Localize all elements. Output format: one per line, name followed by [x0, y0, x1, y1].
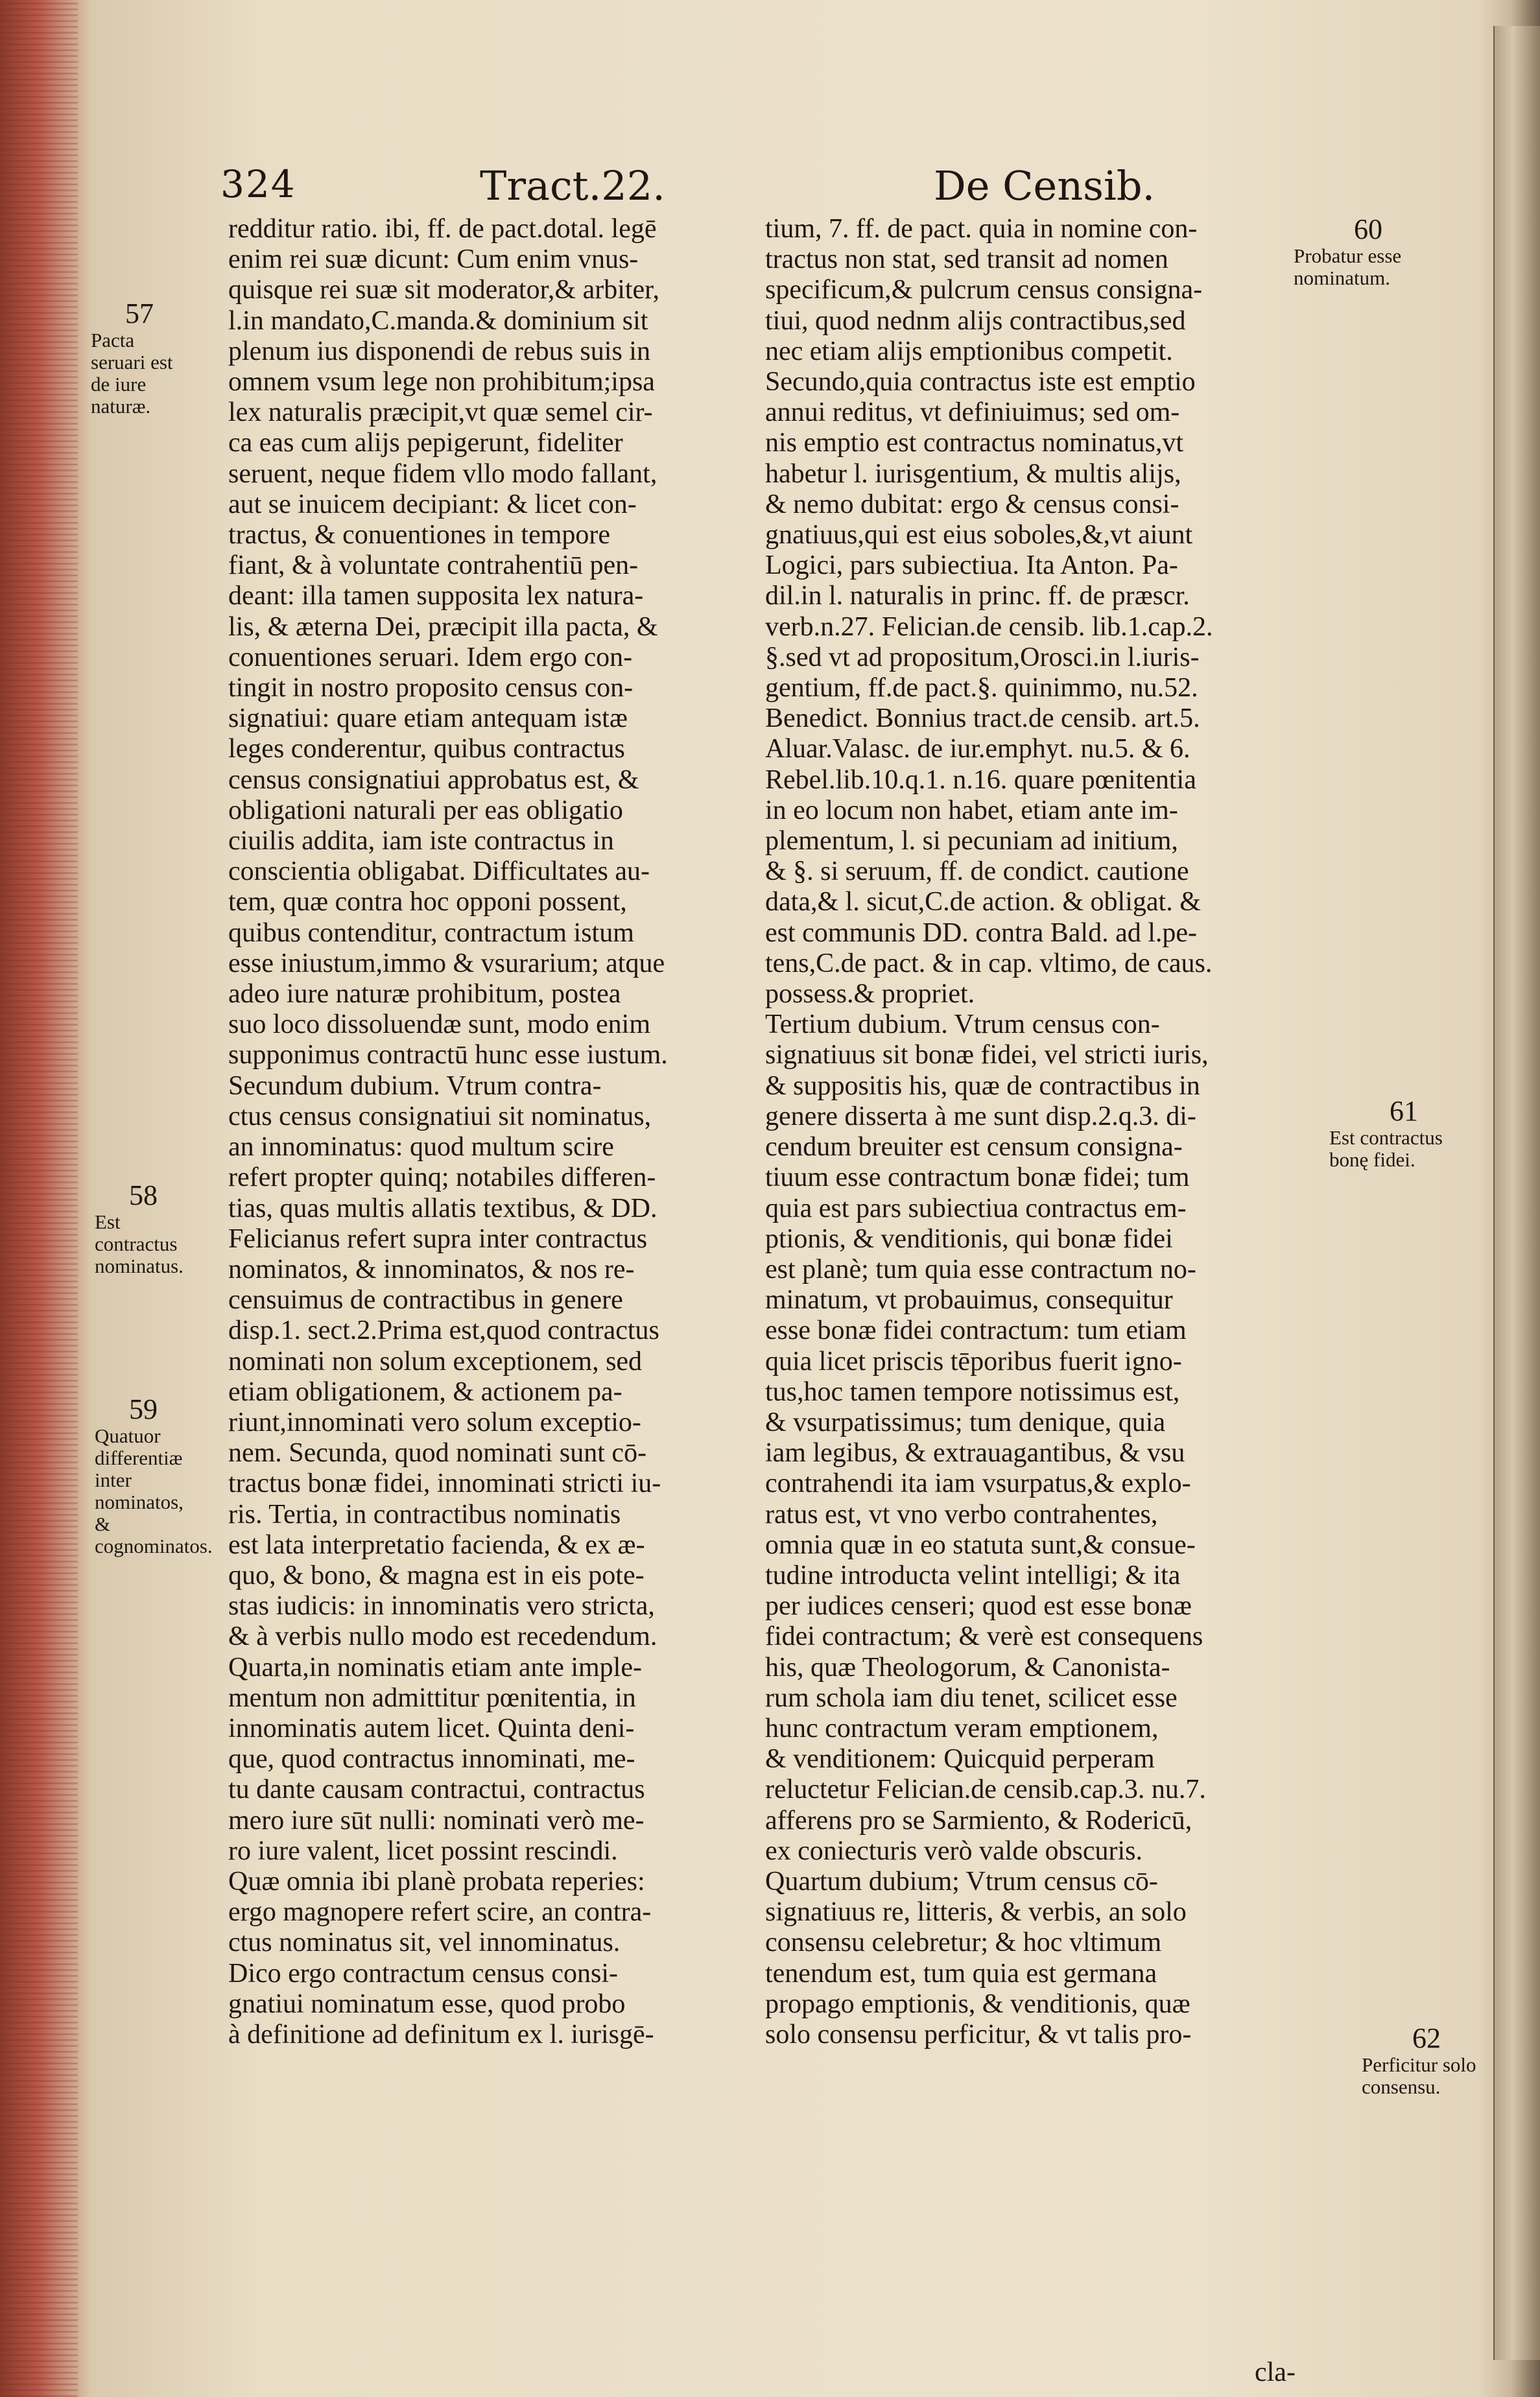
text-line: iam legibus, & extrauagantibus, & vsu	[765, 1438, 1185, 1469]
text-line: ptionis, & venditionis, qui bonæ fidei	[765, 1223, 1173, 1254]
text-line: gnatiuus,qui est eius soboles,&,vt aiunt	[765, 520, 1193, 550]
text-line: esse iniustum,immo & vsurarium; atque	[228, 948, 665, 978]
text-line: lis, & æterna Dei, præcipit illa pacta, &	[228, 611, 658, 642]
text-line: deant: illa tamen supposita lex natura-	[228, 581, 644, 611]
text-line: tias, quas multis allatis textibus, & DD.	[228, 1193, 657, 1223]
text-line: tractus bonæ fidei, innominati stricti iu-	[228, 1469, 661, 1499]
text-line: reluctetur Felician.de censib.cap.3. nu.7.	[765, 1775, 1206, 1805]
text-line: nominatos, & innominatos, & nos re-	[228, 1254, 635, 1284]
margin-note-57	[91, 298, 188, 418]
text-line: seruent, neque fidem vllo modo fallant,	[228, 458, 657, 489]
margin-note-number: 62	[1412, 2022, 1441, 2054]
text-line: tractus non stat, sed transit ad nomen	[765, 244, 1168, 275]
text-line: Aluar.Valasc. de iur.emphyt. nu.5. & 6.	[765, 734, 1191, 764]
text-line: tu dante causam contractui, contractus	[228, 1775, 645, 1805]
margin-note-text: Est contractus bonę fidei.	[1329, 1126, 1443, 1171]
text-line: annui reditus, vt definiuimus; sed om-	[765, 397, 1180, 428]
margin-note-text: Pacta seruari est de iure naturæ.	[91, 329, 173, 418]
text-line: Logici, pars subiectiua. Ita Anton. Pa-	[765, 550, 1178, 581]
margin-note-number: 57	[125, 298, 154, 329]
text-line: & suppositis his, quæ de contractibus in	[765, 1070, 1200, 1101]
text-line: Quarta,in nominatis etiam ante imple-	[228, 1652, 642, 1683]
margin-note-61	[1329, 1096, 1478, 1171]
margin-note-60	[1294, 214, 1443, 289]
margin-note-text: Perficitur solo consensu.	[1362, 2053, 1476, 2098]
text-line: nem. Secunda, quod nominati sunt cō-	[228, 1438, 647, 1469]
text-line: census consignatiui approbatus est, &	[228, 764, 639, 795]
text-line: tractus, & conuentiones in tempore	[228, 520, 611, 550]
text-line: nis emptio est contractus nominatus,vt	[765, 428, 1184, 458]
text-line: l.in mandato,C.manda.& dominium sit	[228, 305, 648, 336]
text-line: cendum breuiter est censum consigna-	[765, 1132, 1183, 1163]
text-line: nec etiam alijs emptionibus competit.	[765, 336, 1173, 366]
text-line: an innominatus: quod multum scire	[228, 1132, 614, 1163]
text-line: Quartum dubium; Vtrum census cō-	[765, 1866, 1158, 1896]
text-line: supponimus contractū hunc esse iustum.	[228, 1040, 668, 1070]
text-line: rum schola iam diu tenet, scilicet esse	[765, 1683, 1178, 1713]
text-line: signatiui: quare etiam antequam istæ	[228, 703, 628, 734]
text-line: etiam obligationem, & actionem pa-	[228, 1376, 622, 1407]
text-line: genere disserta à me sunt disp.2.q.3. di-	[765, 1101, 1196, 1131]
margin-note-number: 60	[1354, 213, 1382, 245]
text-line: quo, & bono, & magna est in eis pote-	[228, 1560, 645, 1590]
text-line: riunt,innominati vero solum exceptio-	[228, 1407, 641, 1437]
text-line: innominatis autem licet. Quinta deni-	[228, 1713, 635, 1743]
text-line: quia est pars subiectiua contractus em-	[765, 1193, 1187, 1223]
margin-note-text: Probatur esse nominatum.	[1294, 244, 1402, 289]
text-line: fiant, & à voluntate contrahentiū pen-	[228, 550, 639, 581]
running-header	[220, 162, 1284, 220]
text-line: ratus est, vt vno verbo contrahentes,	[765, 1499, 1158, 1529]
text-line: à definitione ad definitum ex l. iurisgē-	[228, 2019, 654, 2049]
text-line: gnatiui nominatum esse, quod probo	[228, 1989, 626, 2019]
text-line: solo consensu perficitur, & vt talis pro-	[765, 2019, 1192, 2049]
text-line: Secundum dubium. Vtrum contra-	[228, 1070, 602, 1101]
text-line: que, quod contractus innominati, me-	[228, 1744, 635, 1775]
text-line: plementum, l. si pecuniam ad initium,	[765, 826, 1178, 856]
margin-note-text: Quatuor differentiæ inter nominatos, & cognominatos.	[95, 1424, 213, 1557]
right-text-column	[765, 214, 1310, 2050]
text-line: gentium, ff.de pact.§. quinimmo, nu.52.	[765, 673, 1198, 703]
text-line: lex naturalis præcipit,vt quæ semel cir-	[228, 397, 653, 428]
text-line: est planè; tum quia esse contractum no-	[765, 1254, 1196, 1284]
text-line: per iudices censeri; quod est esse bonæ	[765, 1591, 1192, 1622]
text-line: enim rei suæ dicunt: Cum enim vnus-	[228, 244, 639, 275]
running-title-tract: Tract.22.	[480, 162, 665, 209]
text-line: hunc contractum veram emptionem,	[765, 1713, 1159, 1743]
text-line: aut se inuicem decipiant: & licet con-	[228, 489, 637, 519]
text-line: habetur l. iurisgentium, & multis alijs,	[765, 458, 1181, 489]
text-line: contrahendi ita iam vsurpatus,& explo-	[765, 1469, 1191, 1499]
text-line: mero iure sūt nulli: nominati verò me-	[228, 1805, 645, 1836]
text-line: obligationi naturali per eas obligatio	[228, 795, 623, 825]
text-line: ctus census consignatiui sit nominatus,	[228, 1101, 652, 1131]
catchword: cla-	[1255, 2357, 1296, 2387]
margin-note-text: Est contractus nominatus.	[95, 1210, 184, 1277]
text-line: propago emptionis, & venditionis, quæ	[765, 1989, 1191, 2019]
text-line: dil.in l. naturalis in princ. ff. de præscr.	[765, 581, 1190, 611]
text-line: minatum, vt probauimus, consequitur	[765, 1285, 1173, 1316]
text-line: plenum ius disponendi de rebus suis in	[228, 336, 650, 366]
text-line: esse bonæ fidei contractum: tum etiam	[765, 1316, 1187, 1346]
text-line: tiui, quod nednm alijs contractibus,sed	[765, 305, 1186, 336]
text-line: quibus contenditur, contractum istum	[228, 917, 634, 948]
text-line: conscientia obligabat. Difficultates au-	[228, 856, 650, 887]
text-line: & §. si seruum, ff. de condict. cautione	[765, 856, 1189, 887]
text-line: tem, quæ contra hoc opponi possent,	[228, 887, 627, 917]
text-line: & nemo dubitat: ergo & census consi-	[765, 489, 1179, 519]
text-line: leges conderentur, quibus contractus	[228, 734, 625, 764]
margin-note-62	[1362, 2023, 1491, 2098]
text-line: ris. Tertia, in contractibus nominatis	[228, 1499, 621, 1529]
text-line: censuimus de contractibus in genere	[228, 1285, 623, 1316]
text-line: signatiuus sit bonæ fidei, vel stricti iuris,	[765, 1040, 1209, 1070]
text-line: tudine introducta velint intelligi; & ita	[765, 1560, 1181, 1590]
text-line: §.sed vt ad propositum,Orosci.in l.iuris-	[765, 642, 1200, 672]
text-line: Felicianus refert supra inter contractus	[228, 1223, 648, 1254]
text-line: conuentiones seruari. Idem ergo con-	[228, 642, 633, 672]
text-line: tus,hoc tamen tempore notissimus est,	[765, 1376, 1180, 1407]
margin-note-58	[95, 1180, 192, 1277]
text-line: omnem vsum lege non prohibitum;ipsa	[228, 367, 655, 397]
text-line: afferens pro se Sarmiento, & Rodericū,	[765, 1805, 1192, 1836]
text-line: ro iure valent, licet possint rescindi.	[228, 1836, 618, 1866]
text-line: Benedict. Bonnius tract.de censib. art.5.	[765, 703, 1200, 734]
text-line: & vsurpatissimus; tum denique, quia	[765, 1407, 1166, 1437]
text-line: in eo locum non habet, etiam ante im-	[765, 795, 1178, 825]
text-line: nominati non solum exceptionem, sed	[228, 1346, 643, 1376]
text-line: Tertium dubium. Vtrum census con-	[765, 1010, 1160, 1040]
text-line: tens,C.de pact. & in cap. vltimo, de caus.	[765, 948, 1213, 978]
text-line: mentum non admittitur pœnitentia, in	[228, 1683, 636, 1713]
text-line: omnia quæ in eo statuta sunt,& consue-	[765, 1529, 1196, 1560]
margin-note-number: 61	[1390, 1095, 1418, 1127]
text-line: refert propter quinq; notabiles differen-	[228, 1163, 656, 1193]
text-line: Rebel.lib.10.q.1. n.16. quare pœnitentia	[765, 764, 1196, 795]
text-line: Secundo,quia contractus iste est emptio	[765, 367, 1196, 397]
running-title-subject: De Censib.	[934, 162, 1155, 209]
page-edge	[1493, 26, 1540, 2360]
text-line: adeo iure naturæ prohibitum, postea	[228, 979, 621, 1010]
text-line: consensu celebretur; & hoc vltimum	[765, 1928, 1162, 1958]
page-binding	[0, 0, 78, 2397]
text-line: fidei contractum; & verè est consequens	[765, 1622, 1203, 1652]
margin-note-59	[95, 1393, 213, 1557]
text-line: ergo magnopere refert scire, an contra-	[228, 1897, 652, 1928]
text-line: disp.1. sect.2.Prima est,quod contractus	[228, 1316, 659, 1346]
text-line: & à verbis nullo modo est recedendum.	[228, 1622, 657, 1652]
page-number: 324	[220, 162, 296, 206]
text-line: his, quæ Theologorum, & Canonista-	[765, 1652, 1170, 1683]
text-line: tingit in nostro proposito census con-	[228, 673, 634, 703]
text-line: est communis DD. contra Bald. ad l.pe-	[765, 917, 1198, 948]
text-line: redditur ratio. ibi, ff. de pact.dotal. legē	[228, 214, 657, 244]
margin-note-number: 59	[129, 1393, 158, 1425]
text-line: data,& l. sicut,C.de action. & obligat. &	[765, 887, 1201, 917]
text-line: ca eas cum alijs pepigerunt, fideliter	[228, 428, 623, 458]
text-line: possess.& propriet.	[765, 979, 975, 1010]
text-line: specificum,& pulcrum census consigna-	[765, 275, 1203, 305]
text-line: quisque rei suæ sit moderator,& arbiter,	[228, 275, 659, 305]
text-line: est lata interpretatio facienda, & ex æ-	[228, 1529, 645, 1560]
left-text-column	[228, 214, 799, 2050]
text-line: stas iudicis: in innominatis vero stricta,	[228, 1591, 655, 1622]
text-line: tenendum est, tum quia est germana	[765, 1958, 1157, 1989]
text-line: verb.n.27. Felician.de censib. lib.1.cap.2.	[765, 611, 1213, 642]
text-line: ciuilis addita, iam iste contractus in	[228, 826, 614, 856]
margin-note-number: 58	[129, 1179, 158, 1211]
text-line: tium, 7. ff. de pact. quia in nomine con-	[765, 214, 1198, 244]
text-line: Quæ omnia ibi planè probata reperies:	[228, 1866, 645, 1896]
text-line: tiuum esse contractum bonæ fidei; tum	[765, 1163, 1190, 1193]
text-line: signatiuus re, litteris, & verbis, an solo	[765, 1897, 1187, 1928]
text-line: ex coniecturis verò valde obscuris.	[765, 1836, 1143, 1866]
text-line: quia licet priscis tēporibus fuerit igno-	[765, 1346, 1182, 1376]
text-line: Dico ergo contractum census consi-	[228, 1958, 619, 1989]
text-line: ctus nominatus sit, vel innominatus.	[228, 1928, 621, 1958]
text-line: suo loco dissoluendæ sunt, modo enim	[228, 1010, 650, 1040]
text-line: & venditionem: Quicquid perperam	[765, 1744, 1155, 1775]
